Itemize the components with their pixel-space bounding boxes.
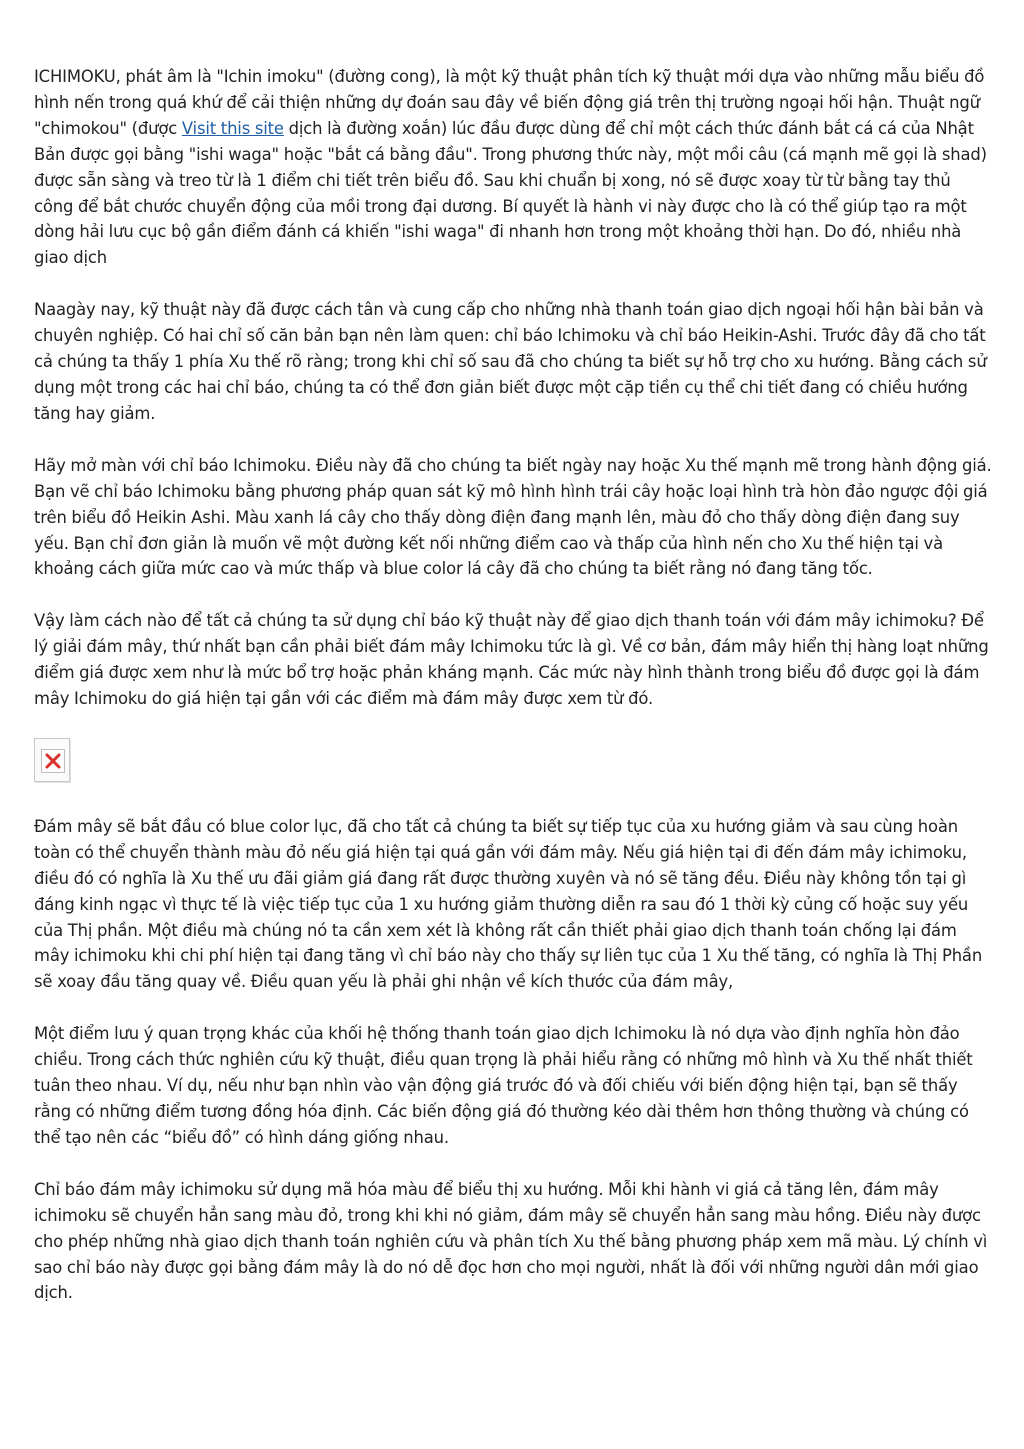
paragraph-1-rest: dịch là đường xoắn) lúc đầu được dùng để chỉ một cách thức đánh bắt cá cá của Nhật Bản được gọi bằng "ishi waga" hoặc "bắt cá bằng đầu". Trong phương thức này, một mồi câu (cá mạnh mẽ gọi là shad) được sẵn sàng và treo từ là 1 điểm chi tiết trên biểu đồ. Sau khi chuẩn bị xong, nó sẽ được xoay từ từ bằng tay thủ công để bắt chước chuyển động của mồi trong đại dương. Bí quyết là hành vi này được cho là có thể giúp tạo ra một dòng hải lưu cục bộ gần điểm đánh cá khiến "ishi waga" đi nhanh hơn trong một khoảng thời hạn. Do đó, nhiều nhà giao dịch (34, 118, 987, 268)
document-page (34, 64, 992, 1332)
paragraph-1-intro: ICHIMOKU, phát âm là "Ichin imoku" (đường cong), là một kỹ thuật phân tích kỹ thuật mới dựa vào những mẫu biểu đồ hình nến trong quá khứ để cải thiện những dự đoán sau đây về biến động giá trên thị trường ngoại hối hận. Thuật ngữ "chimokou" (được (34, 67, 985, 138)
paragraph-4: Vậy làm cách nào để tất cả chúng ta sử dụng chỉ báo kỹ thuật này để giao dịch thanh toán với đám mây ichimoku? Để lý giải đám mây, thứ nhất bạn cần phải biết đám mây Ichimoku tức là gì. Về cơ bản, đám mây hiển thị hàng loạt những điểm giá được xem như là mức bổ trợ hoặc phản kháng mạnh. Các mức này hình thành trong biểu đồ được gọi là đám mây Ichimoku do giá hiện tại gần với các điểm mà đám mây được xem từ đó. (34, 611, 989, 709)
broken-image-icon (41, 749, 65, 773)
paragraph-3: Hãy mở màn với chỉ báo Ichimoku. Điều này đã cho chúng ta biết ngày nay hoặc Xu thế mạnh mẽ trong hành động giá. Bạn vẽ chỉ báo Ichimoku bằng phương pháp quan sát kỹ mô hình hình trái cây hoặc loại hình trà hòn đảo ngược đội giá trên biểu đồ Heikin Ashi. Màu xanh lá cây cho thấy dòng điện đang mạnh lên, màu đỏ cho thấy dòng điện đang suy yếu. Bạn chỉ đơn giản là muốn vẽ một đường kết nối những điểm cao và thấp của hình nến cho Xu thế hiện tại và khoảng cách giữa mức cao và mức thấp và blue color lá cây đã cho chúng ta biết rằng nó đang tăng tốc. (34, 455, 992, 579)
broken-image-placeholder (34, 738, 70, 782)
paragraph-5: Đám mây sẽ bắt đầu có blue color lục, đã cho tất cả chúng ta biết sự tiếp tục của xu hướng giảm và sau cùng hoàn toàn có thể chuyển thành màu đỏ nếu giá hiện tại quá gần với đám mây. Nếu giá hiện tại đi đến đám mây ichimoku, điều đó có nghĩa là Xu thế ưu đãi giảm giá đang rất được thường xuyên và nó sẽ tăng đều. Điều này không tồn tại gì đáng kinh ngạc vì thực tế là việc tiếp tục của 1 xu hướng giảm thường diễn ra sau đó 1 thời kỳ củng cố hoặc suy yếu của Thị phần. Một điều mà chúng nó ta cần xem xét là không rất cần thiết phải giao dịch thanh toán chống lại đám mây ichimoku khi chi phí hiện tại đang tăng vì chỉ báo này cho thấy sự liên tục của 1 Xu thế tăng, có nghĩa là Thị Phần sẽ xoay đầu tăng quay về. Điều quan yếu là phải ghi nhận về kích thước của đám mây, (34, 816, 983, 992)
paragraph-7: Chỉ báo đám mây ichimoku sử dụng mã hóa màu để biểu thị xu hướng. Mỗi khi hành vi giá cả tăng lên, đám mây ichimoku sẽ chuyển hẳn sang màu đỏ, trong khi khi nó giảm, đám mây sẽ chuyển hẳn sang màu hồng. Điều này được cho phép những nhà giao dịch thanh toán nghiên cứu và phân tích Xu thế bằng phương pháp xem mã màu. Lý chính vì sao chỉ báo này được gọi bằng đám mây là do nó dễ đọc hơn cho mọi người, nhất là đối với những người dân mới giao dịch. (34, 1179, 988, 1303)
paragraph-1 (34, 64, 992, 271)
paragraph-6: Một điểm lưu ý quan trọng khác của khối hệ thống thanh toán giao dịch Ichimoku là nó dựa vào định nghĩa hòn đảo chiều. Trong cách thức nghiên cứu kỹ thuật, điều quan trọng là phải hiểu rằng có những mô hình và Xu thế nhất thiết tuân theo nhau. Ví dụ, nếu như bạn nhìn vào vận động giá trước đó và đối chiếu với biến động hiện tại, bạn sẽ thấy rằng có những điểm tương đồng hóa định. Các biến động giá đó thường kéo dài thêm hơn thông thường và chúng có thể tạo nên các “biểu đồ” có hình dáng giống nhau. (34, 1024, 973, 1147)
paragraph-2: Naagày nay, kỹ thuật này đã được cách tân và cung cấp cho những nhà thanh toán giao dịch ngoại hối hận bài bản và chuyên nghiệp. Có hai chỉ số căn bản bạn nên làm quen: chỉ báo Ichimoku và chỉ báo Heikin-Ashi. Trước đây đã cho tất cả chúng ta thấy 1 phía Xu thế rõ ràng; trong khi chỉ số sau đã cho chúng ta biết sự hỗ trợ cho xu hướng. Bằng cách sử dụng một trong các hai chỉ báo, chúng ta có thể đơn giản biết được một cặp tiền cụ thể chi tiết đang có chiều hướng tăng hay giảm. (34, 300, 987, 423)
visit-site-link[interactable]: Visit this site (181, 118, 284, 138)
